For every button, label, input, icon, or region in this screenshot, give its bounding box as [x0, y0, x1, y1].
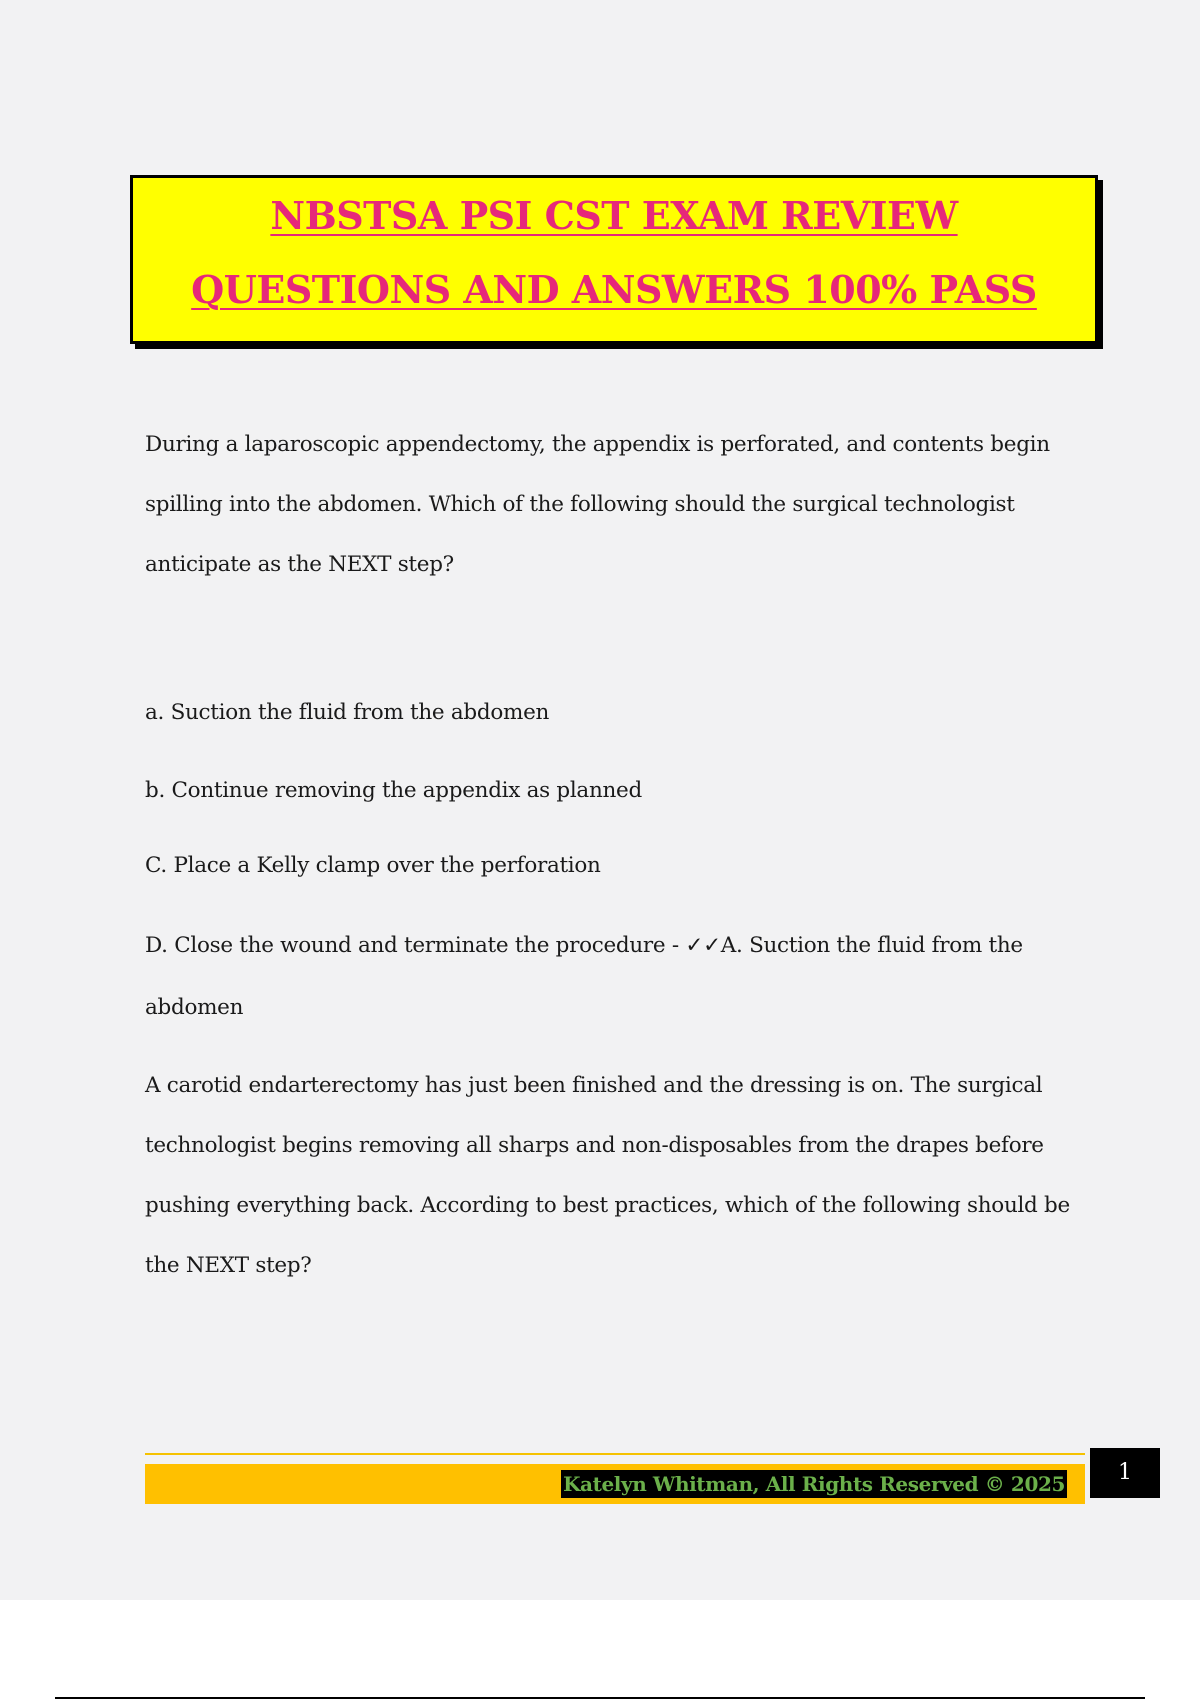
- title-box: [130, 175, 1098, 344]
- question-2-text: [145, 1056, 1105, 1296]
- page-number: 1: [1090, 1448, 1160, 1498]
- option-d-answer-continued: abdomen: [145, 995, 244, 1020]
- question-1-line: anticipate as the NEXT step?: [145, 552, 454, 577]
- page-divider: [55, 1697, 1145, 1699]
- footer-rule: [145, 1453, 1085, 1455]
- question-2-line: the NEXT step?: [145, 1253, 312, 1278]
- question-1-line: spilling into the abdomen. Which of the following should the surgical technologist: [145, 492, 1015, 517]
- option-a: a. Suction the fluid from the abdomen: [145, 700, 550, 725]
- title-line-2: QUESTIONS AND ANSWERS 100% PASS: [191, 267, 1037, 312]
- option-d-with-answer: D. Close the wound and terminate the procedure - ✓✓A. Suction the fluid from the: [145, 933, 1023, 958]
- question-2-line: A carotid endarterectomy has just been finished and the dressing is on. The surgical: [145, 1073, 1043, 1098]
- option-c: C. Place a Kelly clamp over the perforation: [145, 853, 601, 878]
- copyright-notice: Katelyn Whitman, All Rights Reserved © 2025: [563, 1472, 1065, 1496]
- option-b: b. Continue removing the appendix as planned: [145, 778, 642, 803]
- question-2-line: technologist begins removing all sharps and non-disposables from the drapes before: [145, 1133, 1044, 1158]
- footer-band: [145, 1464, 1085, 1504]
- question-1-line: During a laparoscopic appendectomy, the appendix is perforated, and contents begin: [145, 432, 1050, 457]
- question-2-line: pushing everything back. According to best practices, which of the following should be: [145, 1193, 1070, 1218]
- title-line-1: NBSTSA PSI CST EXAM REVIEW: [270, 193, 958, 238]
- question-1-text: [145, 415, 1105, 595]
